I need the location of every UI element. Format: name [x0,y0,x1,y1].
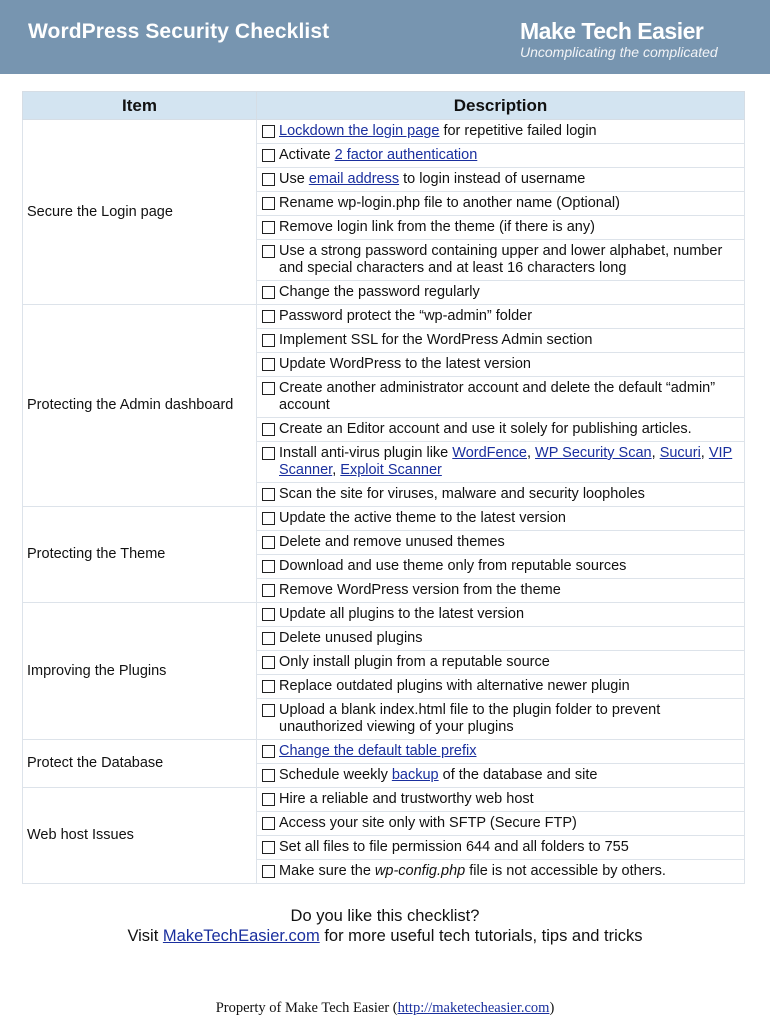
checklist-table [22,91,745,884]
checklist-text-segment: , [526,445,536,461]
checklist-link[interactable]: Change the default table prefix [279,743,477,759]
header-banner [0,0,770,74]
checklist-cell [257,675,745,699]
checklist-item-text [279,356,744,373]
checklist-item [257,740,744,763]
checkbox[interactable] [262,817,275,830]
checklist-cell [257,860,745,884]
checklist-item [257,192,744,215]
checklist-cell [257,651,745,675]
checklist-text-segment: , [651,445,660,461]
footer-site-link[interactable]: MakeTechEasier.com [162,927,320,945]
checklist-cell [257,699,745,740]
checklist-cell [257,377,745,418]
checklist-cell [257,483,745,507]
checkbox[interactable] [262,447,275,460]
checklist-text-segment: Schedule weekly [279,767,392,783]
checklist-item [257,507,744,530]
checklist-item-text [279,863,744,880]
checklist-cell [257,353,745,377]
checkbox[interactable] [262,334,275,347]
checklist-text-segment: Delete unused plugins [279,630,423,646]
footer-property [0,1000,770,1017]
checkbox[interactable] [262,197,275,210]
checklist-link[interactable]: backup [391,767,439,783]
footer-property-prefix: Property of Make Tech Easier ( [215,1000,398,1016]
checkbox[interactable] [262,125,275,138]
checkbox[interactable] [262,608,275,621]
brand-name: Make Tech Easier [520,18,704,44]
checklist-item [257,788,744,811]
checklist-link[interactable]: Sucuri [659,445,701,461]
category-label: Secure the Login page [23,120,257,305]
checklist-text-segment: Replace outdated plugins with alternative newer plugin [279,678,630,694]
checklist-item [257,627,744,650]
checklist-text-segment: Implement SSL for the WordPress Admin section [279,332,593,348]
checklist-item-text [279,219,744,236]
checklist-text-segment: Access your site only with SFTP (Secure FTP) [279,815,577,831]
checklist-item [257,603,744,626]
checklist-item-text [279,839,744,856]
checklist-text-segment: for repetitive failed login [439,123,597,139]
checkbox[interactable] [262,512,275,525]
checkbox[interactable] [262,560,275,573]
checkbox[interactable] [262,680,275,693]
category-label: Web host Issues [23,788,257,884]
checklist-text-segment: Password protect the “wp-admin” folder [279,308,533,324]
checklist-item [257,675,744,698]
checklist-item [257,377,744,417]
checklist-text-segment: Activate [279,147,335,163]
table-row [23,120,745,144]
checklist-text-segment: Remove WordPress version from the theme [279,582,561,598]
footer-property-suffix: ) [549,1000,555,1016]
checklist-cell [257,305,745,329]
checklist-item [257,651,744,674]
checklist-text-segment: Update all plugins to the latest version [279,606,525,622]
checklist-cell [257,281,745,305]
checkbox[interactable] [262,793,275,806]
checkbox[interactable] [262,632,275,645]
checklist-item [257,305,744,328]
checklist-text-segment: Set all files to file permission 644 and all folders to 755 [279,839,629,855]
footer-property-link[interactable]: http://maketecheasier.com [397,1000,550,1016]
checklist-cell [257,418,745,442]
checklist-item [257,168,744,191]
category-label: Protecting the Admin dashboard [23,305,257,507]
checklist-cell [257,603,745,627]
brand-logo[interactable] [520,18,760,60]
checklist-text-segment: , [332,462,341,478]
checklist-item-text [279,308,744,325]
checklist-item [257,579,744,602]
checklist-text-segment: Use [279,171,309,187]
checklist-cell [257,144,745,168]
checklist-cell [257,812,745,836]
checklist-item-text [279,582,744,599]
footer-question: Do you like this checklist? [290,907,480,925]
checklist-item-text [279,421,744,438]
checklist-cell [257,764,745,788]
checkbox[interactable] [262,536,275,549]
checklist-cell [257,329,745,353]
footer-visit [0,926,770,946]
checklist-text-segment: Scan the site for viruses, malware and security loopholes [279,486,645,502]
checklist-cell [257,555,745,579]
checklist-body [23,120,745,884]
checklist-item [257,836,744,859]
checklist-item [257,699,744,739]
category-label: Improving the Plugins [23,603,257,740]
checkbox[interactable] [262,286,275,299]
checklist-item [257,240,744,280]
checklist-item-text [279,654,744,671]
column-header-item: Item [23,92,257,120]
checklist-text-segment: Create an Editor account and use it solely for publishing articles. [279,421,692,437]
checklist-link[interactable]: VIP Scanner [279,445,733,478]
checkbox[interactable] [262,310,275,323]
checkbox[interactable] [262,221,275,234]
checklist-cell [257,740,745,764]
checklist-cell [257,627,745,651]
checklist-item-text [279,743,744,760]
table-row [23,740,745,764]
checklist-item [257,764,744,787]
checklist-text-segment: Only install plugin from a reputable source [279,654,550,670]
checklist-item [257,216,744,239]
footer-visit-prefix: Visit [127,927,163,945]
checklist-text-segment: Change the password regularly [279,284,480,300]
checklist-item-text [279,791,744,808]
checklist-item-text [279,195,744,212]
checklist-text-segment: Hire a reliable and trustworthy web host [279,791,534,807]
checklist-item-text [279,123,744,140]
checklist-cell [257,836,745,860]
checklist-item-text [279,445,744,479]
checklist-item [257,812,744,835]
checklist-item-text [279,332,744,349]
checklist-cell [257,216,745,240]
checklist-text-segment: Install anti-virus plugin like [279,445,453,461]
checklist-item-text [279,380,744,414]
checklist-text-segment: Make sure the [279,863,375,879]
checklist-item [257,442,744,482]
checklist-text-segment: Rename wp-login.php file to another name (Optional) [279,195,620,211]
checklist-text-segment: , [700,445,709,461]
checkbox[interactable] [262,488,275,501]
checkbox[interactable] [262,865,275,878]
checklist-text-segment: to login instead of username [399,171,586,187]
checklist-link[interactable]: 2 factor authentication [334,147,478,163]
checklist-cell [257,240,745,281]
checkbox[interactable] [262,173,275,186]
checklist-item-text [279,243,744,277]
checkbox[interactable] [262,149,275,162]
checkbox[interactable] [262,382,275,395]
table-header-row [23,92,745,120]
checklist-text-segment: Update WordPress to the latest version [279,356,531,372]
checklist-item-text [279,486,744,503]
footer-visit-suffix: for more useful tech tutorials, tips and tricks [319,927,643,945]
checklist-text-segment: Use a strong password containing upper and lower alphabet, number and special characters and at least 16 characters long [279,243,723,276]
checklist-item [257,418,744,441]
checklist-item [257,531,744,554]
checklist-text-segment: of the database and site [438,767,598,783]
checkbox[interactable] [262,769,275,782]
checklist-cell [257,442,745,483]
checklist-cell [257,120,745,144]
checklist-link[interactable]: WordFence [452,445,527,461]
checklist-item [257,353,744,376]
checklist-item-text [279,171,744,188]
category-label: Protect the Database [23,740,257,788]
checklist-item [257,120,744,143]
checkbox[interactable] [262,423,275,436]
table-row [23,305,745,329]
checklist-item-text [279,147,744,164]
checklist-cell [257,192,745,216]
checklist-cell [257,168,745,192]
checklist-item [257,329,744,352]
checklist-text-segment: Upload a blank index.html file to the plugin folder to prevent unauthorized viewing of your plugins [279,702,661,735]
checklist-cell [257,531,745,555]
checklist-item-text [279,510,744,527]
checklist-link[interactable]: Lockdown the login page [279,123,440,139]
checkbox[interactable] [262,584,275,597]
checklist-item [257,555,744,578]
checklist-link[interactable]: email address [308,171,400,187]
checklist-item [257,144,744,167]
checkbox[interactable] [262,841,275,854]
checklist-text-segment: Remove login link from the theme (if there is any) [279,219,595,235]
table-row [23,788,745,812]
checklist-item-text [279,815,744,832]
checklist-text-segment: file is not accessible by others. [465,863,666,879]
checklist-item [257,483,744,506]
checklist-cell [257,507,745,531]
checklist-text-italic: wp-config.php [374,863,466,879]
table-row [23,507,745,531]
column-header-description: Description [257,92,745,120]
checklist-link[interactable]: WP Security Scan [535,445,652,461]
checklist-item-text [279,558,744,575]
checklist-item-text [279,702,744,736]
checkbox[interactable] [262,245,275,258]
checklist-link[interactable]: Exploit Scanner [340,462,442,478]
checklist-item-text [279,630,744,647]
checklist-text-segment: Update the active theme to the latest version [279,510,566,526]
checkbox[interactable] [262,358,275,371]
checklist-item [257,860,744,883]
checklist-text-segment: Download and use theme only from reputable sources [279,558,627,574]
checklist-text-segment: Create another administrator account and delete the default “admin” account [279,380,716,413]
checklist-item-text [279,678,744,695]
page-title: WordPress Security Checklist [28,20,330,43]
checklist-cell [257,579,745,603]
checklist-text-segment: Delete and remove unused themes [279,534,505,550]
checklist-item-text [279,534,744,551]
table-row [23,603,745,627]
checklist-item-text [279,767,744,784]
category-label: Protecting the Theme [23,507,257,603]
checkbox[interactable] [262,745,275,758]
checklist-cell [257,788,745,812]
brand-tagline: Uncomplicating the complicated [520,44,718,60]
checklist-item [257,281,744,304]
checklist-item-text [279,284,744,301]
checkbox[interactable] [262,704,275,717]
checkbox[interactable] [262,656,275,669]
checklist-item-text [279,606,744,623]
